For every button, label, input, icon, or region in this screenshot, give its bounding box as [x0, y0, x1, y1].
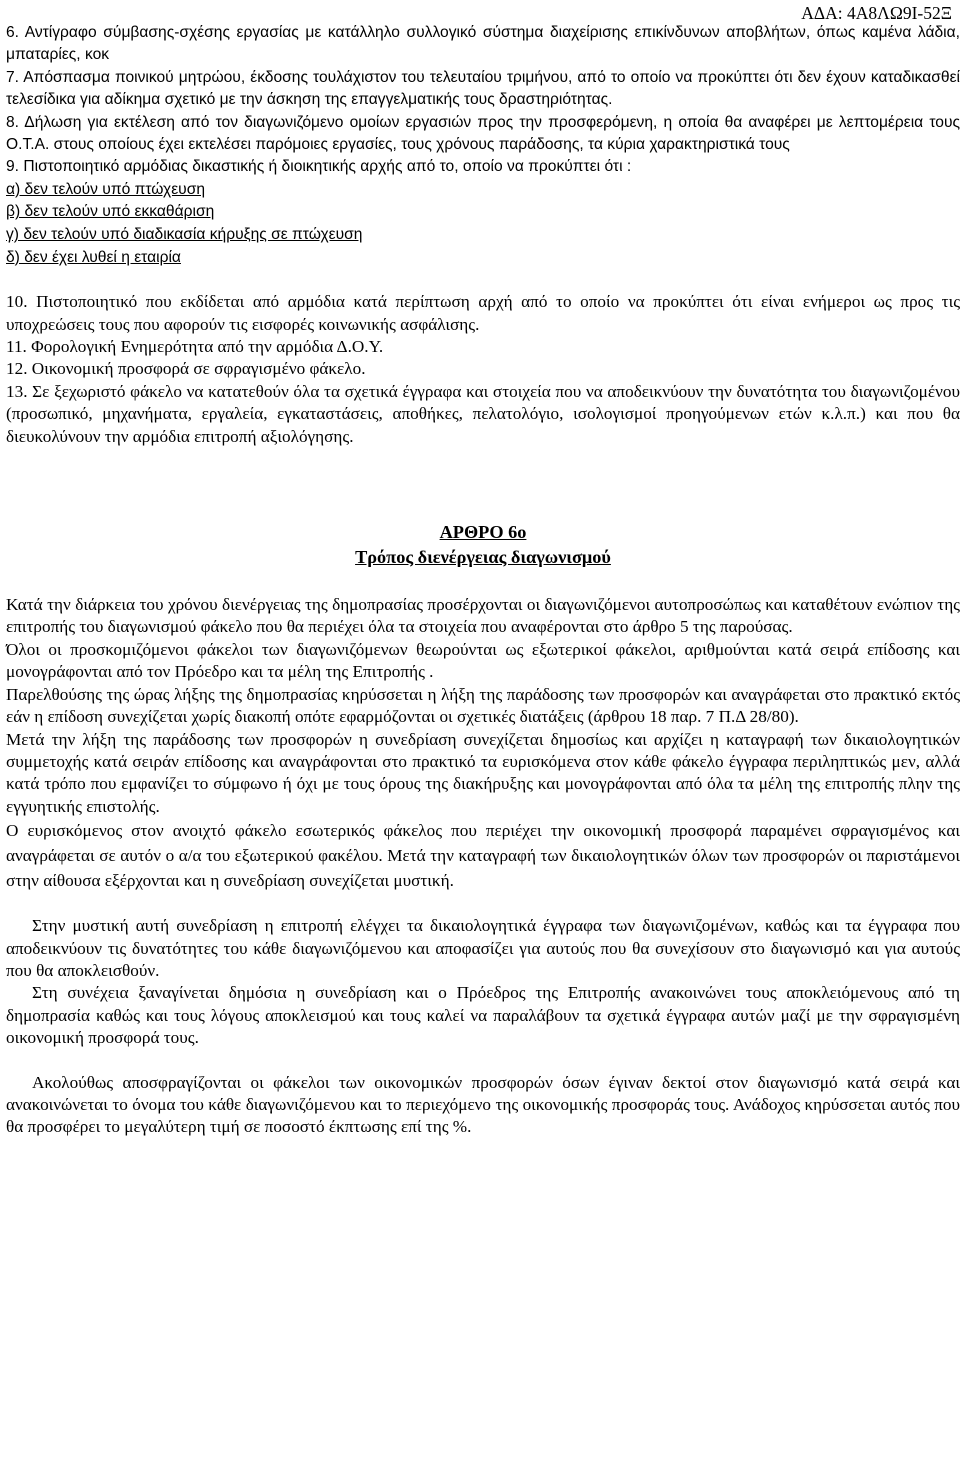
- list-item-9: 9. Πιστοποιητικό αρμόδιας δικαστικής ή διοικητικής αρχής από το, οποίο να προκύπτει ότι :: [6, 158, 632, 176]
- paragraph-8: Ακολούθως αποσφραγίζονται οι φάκελοι των οικονομικών προσφορών όσων έγιναν δεκτοί στον διαγωνισμό κατά σειρά και ανακοινώνεται το όνομα του κάθε διαγωνιζόμενου και το περιεχόμενο της οικονομικής προσφοράς τους. Ανάδοχος κηρύσσεται αυτός που θα προσφέρει το μεγαλύτερη τιμή σε ποσοστό έκπτωσης επί της %.: [6, 1072, 960, 1137]
- list-item-7: 7. Απόσπασμα ποινικού μητρώου, έκδοσης τουλάχιστον του τελευταίου τριμήνου, από το οποίο να προκύπτει ότι δεν έχουν καταδικασθεί τελεσίδικα για αδίκημα σχετικό με την άσκηση της επαγγελματικής τους δραστηριότητας.: [6, 68, 960, 109]
- list-item-13: 13. Σε ξεχωριστό φάκελο να κατατεθούν όλα τα σχετικά έγγραφα και στοιχεία που να αποδεικνύουν την δυνατότητα του διαγωνιζομένου (προσωπικό, μηχανήματα, εργαλεία, εγκαταστάσεις, αποθήκες, πελατολόγιο, ισολογισμοί προηγούμενων ετών κ.λ.π.) και που θα διευκολύνουν την αρμόδια επιτροπή αξιολόγησης.: [6, 381, 960, 446]
- ada-code: ΑΔΑ: 4Α8ΛΩ9Ι-52Ξ: [801, 3, 952, 23]
- subitem-9d: δ) δεν έχει λυθεί η εταιρία: [6, 248, 181, 266]
- paragraph-7: Στη συνέχεια ξαναγίνεται δημόσια η συνεδρίαση και ο Πρόεδρος της Επιτροπής ανακοινώνει τους αποκλειόμενους από τη δημοπρασία καθώς και τους λόγους αποκλεισμού και τους καλεί να παραλάβουν τα σχετικά έγγραφα αυτών μαζί με την σφραγισμένη οικονομική προσφορά τους.: [6, 983, 960, 1048]
- subitem-9c: γ) δεν τελούν υπό διαδικασία κήρυξης σε πτώχευση: [6, 226, 363, 244]
- list-item-9-subitems: [6, 179, 960, 269]
- paragraph-1: Κατά την διάρκεια του χρόνου διενέργειας της δημοπρασίας προσέρχονται οι διαγωνιζόμενοι αυτοπροσώπως και καταθέτουν ενώπιον της επιτροπής του διαγωνισμού φάκελο που θα περιέχει όλα τα στοιχεία που αναφέρονται στο άρθρο 5 της παρούσας.: [6, 595, 960, 637]
- list-item-12: 12. Οικονομική προσφορά σε σφραγισμένο φάκελο.: [6, 359, 366, 379]
- subitem-9a: α) δεν τελούν υπό πτώχευση: [6, 180, 206, 198]
- paragraph-2: Όλοι οι προσκομιζόμενοι φάκελοι των διαγωνιζόμενων θεωρούνται ως εξωτερικοί φάκελοι, αριθμούνται κατά σειρά επίδοσης και μονογράφονται από τον Πρόεδρο και τα μέλη της Επιτροπής .: [6, 639, 960, 682]
- paragraph-4: Μετά την λήξη της παράδοσης των προσφορών η συνεδρίαση συνεχίζεται δημοσίως και αρχίζει η καταγραφή των δικαιολογητικών συμμετοχής κατά σειράν επίδοσης και αναγράφονται στο πρακτικό τα ευρισκόμενα στον κάθε φάκελο έγγραφα περιληπτικώς μεν, αλλά κατά τρόπο που εμφανίζει το σύμφωνο ή όχι με τους όρους της διακήρυξης και μονογράφονται από όλα τα μέλη της επιτροπής πλην της εγγυητικής επιστολής.: [6, 729, 960, 816]
- article-title: ΑΡΘΡΟ 6ο: [439, 522, 527, 543]
- list-item-10: 10. Πιστοποιητικό που εκδίδεται από αρμόδια κατά περίπτωση αρχή από το οποίο να προκύπτει ότι είναι ενήμεροι ως προς τις υποχρεώσεις τους που αφορούν τις εισφορές κοινωνικής ασφάλισης.: [6, 292, 960, 334]
- paragraph-6: Στην μυστική αυτή συνεδρίαση η επιτροπή ελέγχει τα δικαιολογητικά έγγραφα των διαγωνιζομένων, καθώς και τα έγγραφα που αποδεικνύουν τις δυνατότητες του κάθε διαγωνιζόμενου και αποφασίζει για αυτούς που θα συνεχίσουν στο διαγωνισμό και για αυτούς που θα αποκλεισθούν.: [6, 916, 960, 980]
- paragraph-5: Ο ευρισκόμενος στον ανοιχτό φάκελο εσωτερικός φάκελος που περιέχει την οικονομική προσφορά παραμένει σφραγισμένος και αναγράφεται σε αυτόν ο α/α του εξωτερικού φακέλου. Μετά την καταγραφή των δικαιολογητικών όλων των προσφορών οι παριστάμενοι στην αίθουσα εξέρχονται και η συνεδρίαση συνεχίζεται μυστική.: [6, 821, 960, 891]
- document-page: [6, 22, 960, 1139]
- article-subtitle: Τρόπος διενέργειας διαγωνισμού: [355, 547, 611, 568]
- list-item-6: 6. Αντίγραφο σύμβασης-σχέσης εργασίας με κατάλληλο συλλογικό σύστημα διαχείρισης επικίνδυνων αποβλήτων, όπως καμένα λάδια, μπαταρίες, κοκ: [6, 24, 960, 64]
- paragraph-3: Παρελθούσης της ώρας λήξης της δημοπρασίας κηρύσσεται η λήξη της παράδοσης των προσφορών και αναγράφεται στο πρακτικό εκτός εάν η επίδοση συνεχίζεται χωρίς διακοπή οπότε εφαρμόζονται οι σχετικές διατάξεις (άρθρου 18 παρ. 7 Π.Δ 28/80).: [6, 684, 960, 727]
- list-item-8: 8. Δήλωση για εκτέλεση από τον διαγωνιζόμενο ομοίων εργασιών προς την προσφερόμενη, η οποία θα αναφέρει με λεπτομέρεια τους Ο.Τ.Α. στους οποίους έχει εκτελέσει παρόμοιες εργασίες, τους χρόνους παράδοσης, τα κύρια χαρακτηριστικά τους: [6, 113, 960, 154]
- subitem-9b: β) δεν τελούν υπό εκκαθάριση: [6, 203, 215, 221]
- list-item-11: 11. Φορολογική Ενημερότητα από την αρμόδια Δ.Ο.Υ.: [6, 337, 384, 357]
